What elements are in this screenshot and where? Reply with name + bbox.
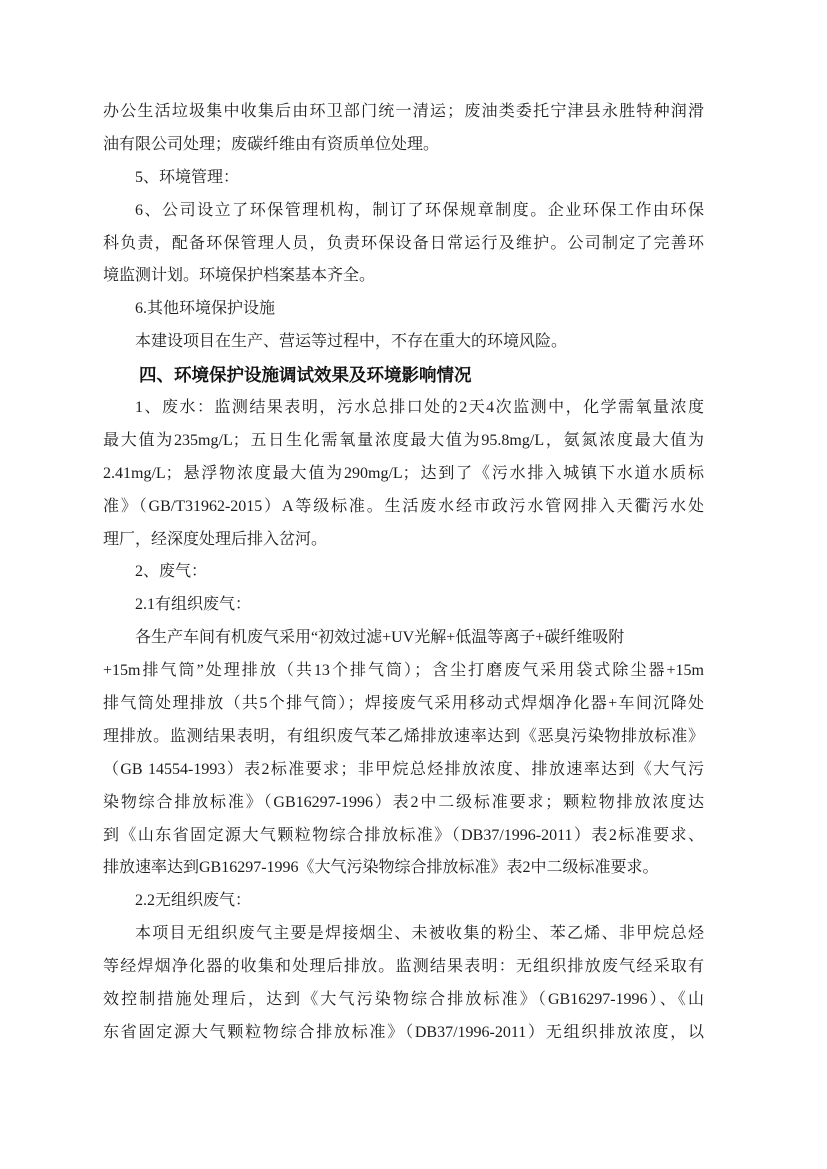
text-line: 2.2无组织废气：	[135, 892, 252, 910]
para-organized-gas-title	[103, 589, 704, 622]
para-wastewater	[103, 392, 704, 556]
text-line: 各生产车间有机废气采用“初效过滤+UV光解+低温等离子+碳纤维吸附	[135, 629, 625, 647]
text-line: 最大值为235mg/L；五日生化需氧量浓度最大值为95.8mg/L，氨氮浓度最大值为	[103, 431, 704, 449]
text-line: 到《山东省固定源大气颗粒物综合排放标准》（DB37/1996-2011）表2标准要求、	[103, 826, 704, 844]
text-line: 效控制措施处理后，达到《大气污染物综合排放标准》（GB16297-1996）、《山	[103, 991, 704, 1009]
para-other-protection-facilities	[103, 293, 704, 326]
para-env-management-body	[103, 195, 704, 294]
para-solid-waste-disposal	[103, 96, 704, 162]
text-line: 1、废水：监测结果表明，污水总排口处的2天4次监测中，化学需氧量浓度	[135, 399, 704, 417]
text-line: （GB 14554-1993）表2标准要求；非甲烷总烃排放浓度、排放速率达到《大气污	[103, 760, 704, 778]
section-heading: 四、环境保护设施调试效果及环境影响情况	[139, 365, 472, 386]
text-line: 5、环境管理：	[135, 168, 240, 186]
text-line: 排放速率达到GB16297-1996《大气污染物综合排放标准》表2中二级标准要求。	[103, 859, 659, 877]
para-env-management-title	[103, 162, 704, 195]
text-line: 排气筒处理排放（共5个排气筒）；焊接废气采用移动式焊烟净化器+车间沉降处	[103, 695, 704, 713]
text-line: 准》（GB/T31962-2015）A等级标准。生活废水经市政污水管网排入天衢污水处	[103, 497, 704, 515]
text-line: 本项目无组织废气主要是焊接烟尘、未被收集的粉尘、苯乙烯、非甲烷总烃	[135, 925, 704, 943]
text-line: +15m排气筒”处理排放（共13个排气筒）；含尘打磨废气采用袋式除尘器+15m	[103, 662, 704, 680]
text-line: 东省固定源大气颗粒物综合排放标准》（DB37/1996-2011）无组织排放浓度，以	[103, 1023, 704, 1041]
text-line: 理厂，经深度处理后排入岔河。	[103, 530, 328, 548]
text-line: 6、公司设立了环保管理机构，制订了环保规章制度。企业环保工作由环保	[135, 201, 704, 219]
document-content	[103, 96, 704, 1050]
text-line: 染物综合排放标准》（GB16297-1996）表2中二级标准要求；颗粒物排放浓度达	[103, 793, 704, 811]
para-environment-risk	[103, 326, 704, 359]
text-line: 办公生活垃圾集中收集后由环卫部门统一清运；废油类委托宁津县永胜特种润滑	[103, 103, 704, 120]
text-line: 境监测计划。环境保护档案基本齐全。	[103, 267, 376, 285]
para-waste-gas-title	[103, 556, 704, 589]
para-organized-gas-body	[103, 622, 704, 885]
text-line: 2.1有组织废气：	[135, 596, 252, 614]
text-line: 2.41mg/L；悬浮物浓度最大值为290mg/L；达到了《污水排入城镇下水道水质标	[103, 464, 704, 482]
text-line: 2、废气：	[135, 563, 208, 581]
text-line: 科负责，配备环保管理人员，负责环保设备日常运行及维护。公司制定了完善环	[103, 234, 704, 252]
text-line: 本建设项目在生产、营运等过程中，不存在重大的环境风险。	[135, 333, 568, 351]
para-unorganized-gas-title	[103, 885, 704, 918]
section-heading-4	[103, 359, 704, 392]
text-line: 等经焊烟净化器的收集和处理后排放。监测结果表明：无组织排放废气经采取有	[103, 958, 704, 976]
text-line: 理排放。监测结果表明，有组织废气苯乙烯排放速率达到《恶臭污染物排放标准》	[103, 727, 704, 745]
text-line: 6.其他环境保护设施	[135, 300, 276, 318]
text-line: 油有限公司处理；废碳纤维由有资质单位处理。	[103, 135, 440, 153]
para-unorganized-gas-body	[103, 918, 704, 1050]
